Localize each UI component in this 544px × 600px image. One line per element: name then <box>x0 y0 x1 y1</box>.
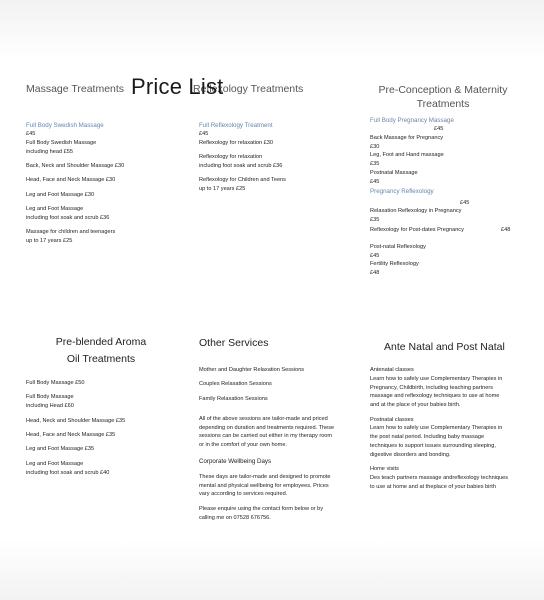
other-services-list <box>199 366 334 522</box>
list-item: depending on duration and treatments required. These <box>199 424 335 431</box>
list-item: including foot soak and scrub £40 <box>26 469 110 476</box>
list-item: Learn how to safely use Complementary Therapies in <box>370 375 503 382</box>
list-item: Reflexology for relaxation £30 <box>199 139 274 146</box>
list-item: £30 <box>370 143 380 150</box>
maternity-heading-line2: Treatments <box>416 98 470 110</box>
other-services-items <box>199 366 334 450</box>
list-item: £45 <box>26 131 36 137</box>
postdates-label: Reflexology for Post-dates Pregnancy <box>370 226 464 233</box>
list-item: calling me on 07528 676756. <box>199 514 271 521</box>
list-item: Des teach partners massage andreflexology techniques <box>370 474 509 481</box>
list-item: techniques to support issues surrounding sleeping, <box>370 442 496 449</box>
maternity-items-a <box>370 134 520 187</box>
list-item: including foot soak and scrub £36 <box>199 162 283 169</box>
list-item: Leg and Foot Massage <box>26 460 84 467</box>
list-item: Reflexology for relaxation <box>199 154 263 161</box>
list-item: up to 17 years £25 <box>26 238 73 245</box>
list-item: Full Body Swedish Massage <box>26 139 97 146</box>
list-item: massage and reflexology techniques to use at home <box>370 393 500 400</box>
corporate-heading: Corporate Wellbeing Days <box>199 457 272 465</box>
list-item: Leg and Foot Massage £35 <box>26 446 95 453</box>
list-item: Postnatal classes <box>370 416 414 423</box>
massage-price-list <box>26 122 124 246</box>
list-item: Post-natal Reflexology <box>370 243 426 250</box>
list-item: vary according to services required. <box>199 491 288 498</box>
aroma-heading-line1: Pre-blended Aroma <box>55 336 147 348</box>
list-item: Massage for children and teenagers <box>26 229 116 236</box>
maternity-price-2: £45 <box>460 199 470 206</box>
list-item: Head, Neck and Shoulder Massage £35 <box>26 417 126 424</box>
list-item: sessions can be carried out either in my therapy room <box>199 433 333 440</box>
page-title: Price List <box>131 74 224 99</box>
aroma-items <box>26 379 125 477</box>
list-item: Head, Face and Neck Massage £30 <box>26 177 116 184</box>
list-item: Full Body Massage £50 <box>26 380 85 386</box>
maternity-items-c <box>370 243 520 278</box>
massage-treatments-heading: Massage Treatments <box>26 83 125 95</box>
maternity-price-1: £45 <box>434 126 444 132</box>
reflexology-items <box>199 130 286 194</box>
list-item: Back Massage for Pregnancy <box>370 134 444 141</box>
list-item: Full Body Massage <box>26 394 74 401</box>
list-item: digestive disorders and bonding. <box>370 451 451 458</box>
ante-natal-list <box>370 366 508 492</box>
list-item: Head, Face and Neck Massage £35 <box>26 431 116 438</box>
list-item: £35 <box>370 217 380 224</box>
massage-subhead: Full Body Swedish Massage <box>26 122 104 129</box>
list-item: including head £55 <box>26 148 73 155</box>
other-services-heading: Other Services <box>199 337 269 349</box>
list-item: All of the above sessions are tailor-made and priced <box>199 415 328 422</box>
list-item: up to 17 years £25 <box>199 186 246 193</box>
list-item: Relaxation Reflexology in Pregnancy <box>370 208 462 215</box>
corporate-items <box>199 473 334 523</box>
list-item: including Head £60 <box>26 403 74 410</box>
aroma-price-list <box>26 379 125 477</box>
maternity-items-b <box>370 207 520 225</box>
massage-items <box>26 130 124 246</box>
list-item: Couples Relaxation Sessions <box>199 381 272 388</box>
list-item: £48 <box>370 270 380 277</box>
reflexology-price-list <box>199 122 286 194</box>
aroma-heading-line2: Oil Treatments <box>66 353 136 365</box>
list-item: Reflexology for Children and Teens <box>199 177 286 184</box>
maternity-treatments-heading <box>366 83 520 111</box>
list-item: £45 <box>370 252 380 259</box>
list-item: Postnatal Massage <box>370 169 418 176</box>
list-item: Learn how to safely use Complementary Therapies in <box>370 425 503 432</box>
list-item: Leg, Foot and Hand massage <box>370 152 444 159</box>
list-item: Back, Neck and Shoulder Massage £30 <box>26 162 125 169</box>
reflexology-subhead: Full Reflexology Treatment <box>199 122 273 129</box>
maternity-price-list <box>370 117 520 278</box>
list-item: These days are tailor-made and designed to promote <box>199 473 331 480</box>
reflexology-treatments-heading: Reflexology Treatments <box>193 83 304 95</box>
list-item: the post natal period. Including baby massage <box>370 434 485 441</box>
list-item: including foot soak and scrub £36 <box>26 214 110 221</box>
list-item: mental and physical wellbeing for employees. Prices <box>199 482 329 489</box>
list-item: £45 <box>199 131 209 137</box>
aroma-oil-heading <box>26 334 176 368</box>
maternity-heading-line1: Pre-Conception & Maternity <box>378 84 508 96</box>
ante-natal-items <box>370 366 508 492</box>
list-item: Pregnancy, Childbirth, including teaching partners <box>370 384 494 391</box>
list-item: £45 <box>370 178 380 185</box>
list-item: Fertility Reflexology <box>370 261 419 268</box>
list-item: £35 <box>370 161 380 168</box>
pregnancy-reflexology-subhead: Pregnancy Reflexology <box>370 187 434 195</box>
list-item: Please enquire using the contact form below or by <box>199 505 324 512</box>
ante-natal-heading: Ante Natal and Post Natal <box>384 341 505 353</box>
postdates-row <box>370 226 520 235</box>
list-item: Antenatal classes <box>370 367 414 373</box>
list-item: Leg and Foot Massage £30 <box>26 191 95 198</box>
list-item: Mother and Daughter Relaxation Sessions <box>199 367 305 373</box>
list-item: and at the place of your babies birth. <box>370 402 461 409</box>
list-item: Family Relaxation Sessions <box>199 395 268 402</box>
list-item: Leg and Foot Massage <box>26 206 84 213</box>
list-item: to use at home and at theplace of your babies birth <box>370 483 496 490</box>
postdates-price: £48 <box>501 226 511 233</box>
list-item: Home visits <box>370 466 399 473</box>
maternity-subhead: Full Body Pregnancy Massage <box>370 117 454 124</box>
list-item: or in the comfort of your own home. <box>199 442 287 449</box>
